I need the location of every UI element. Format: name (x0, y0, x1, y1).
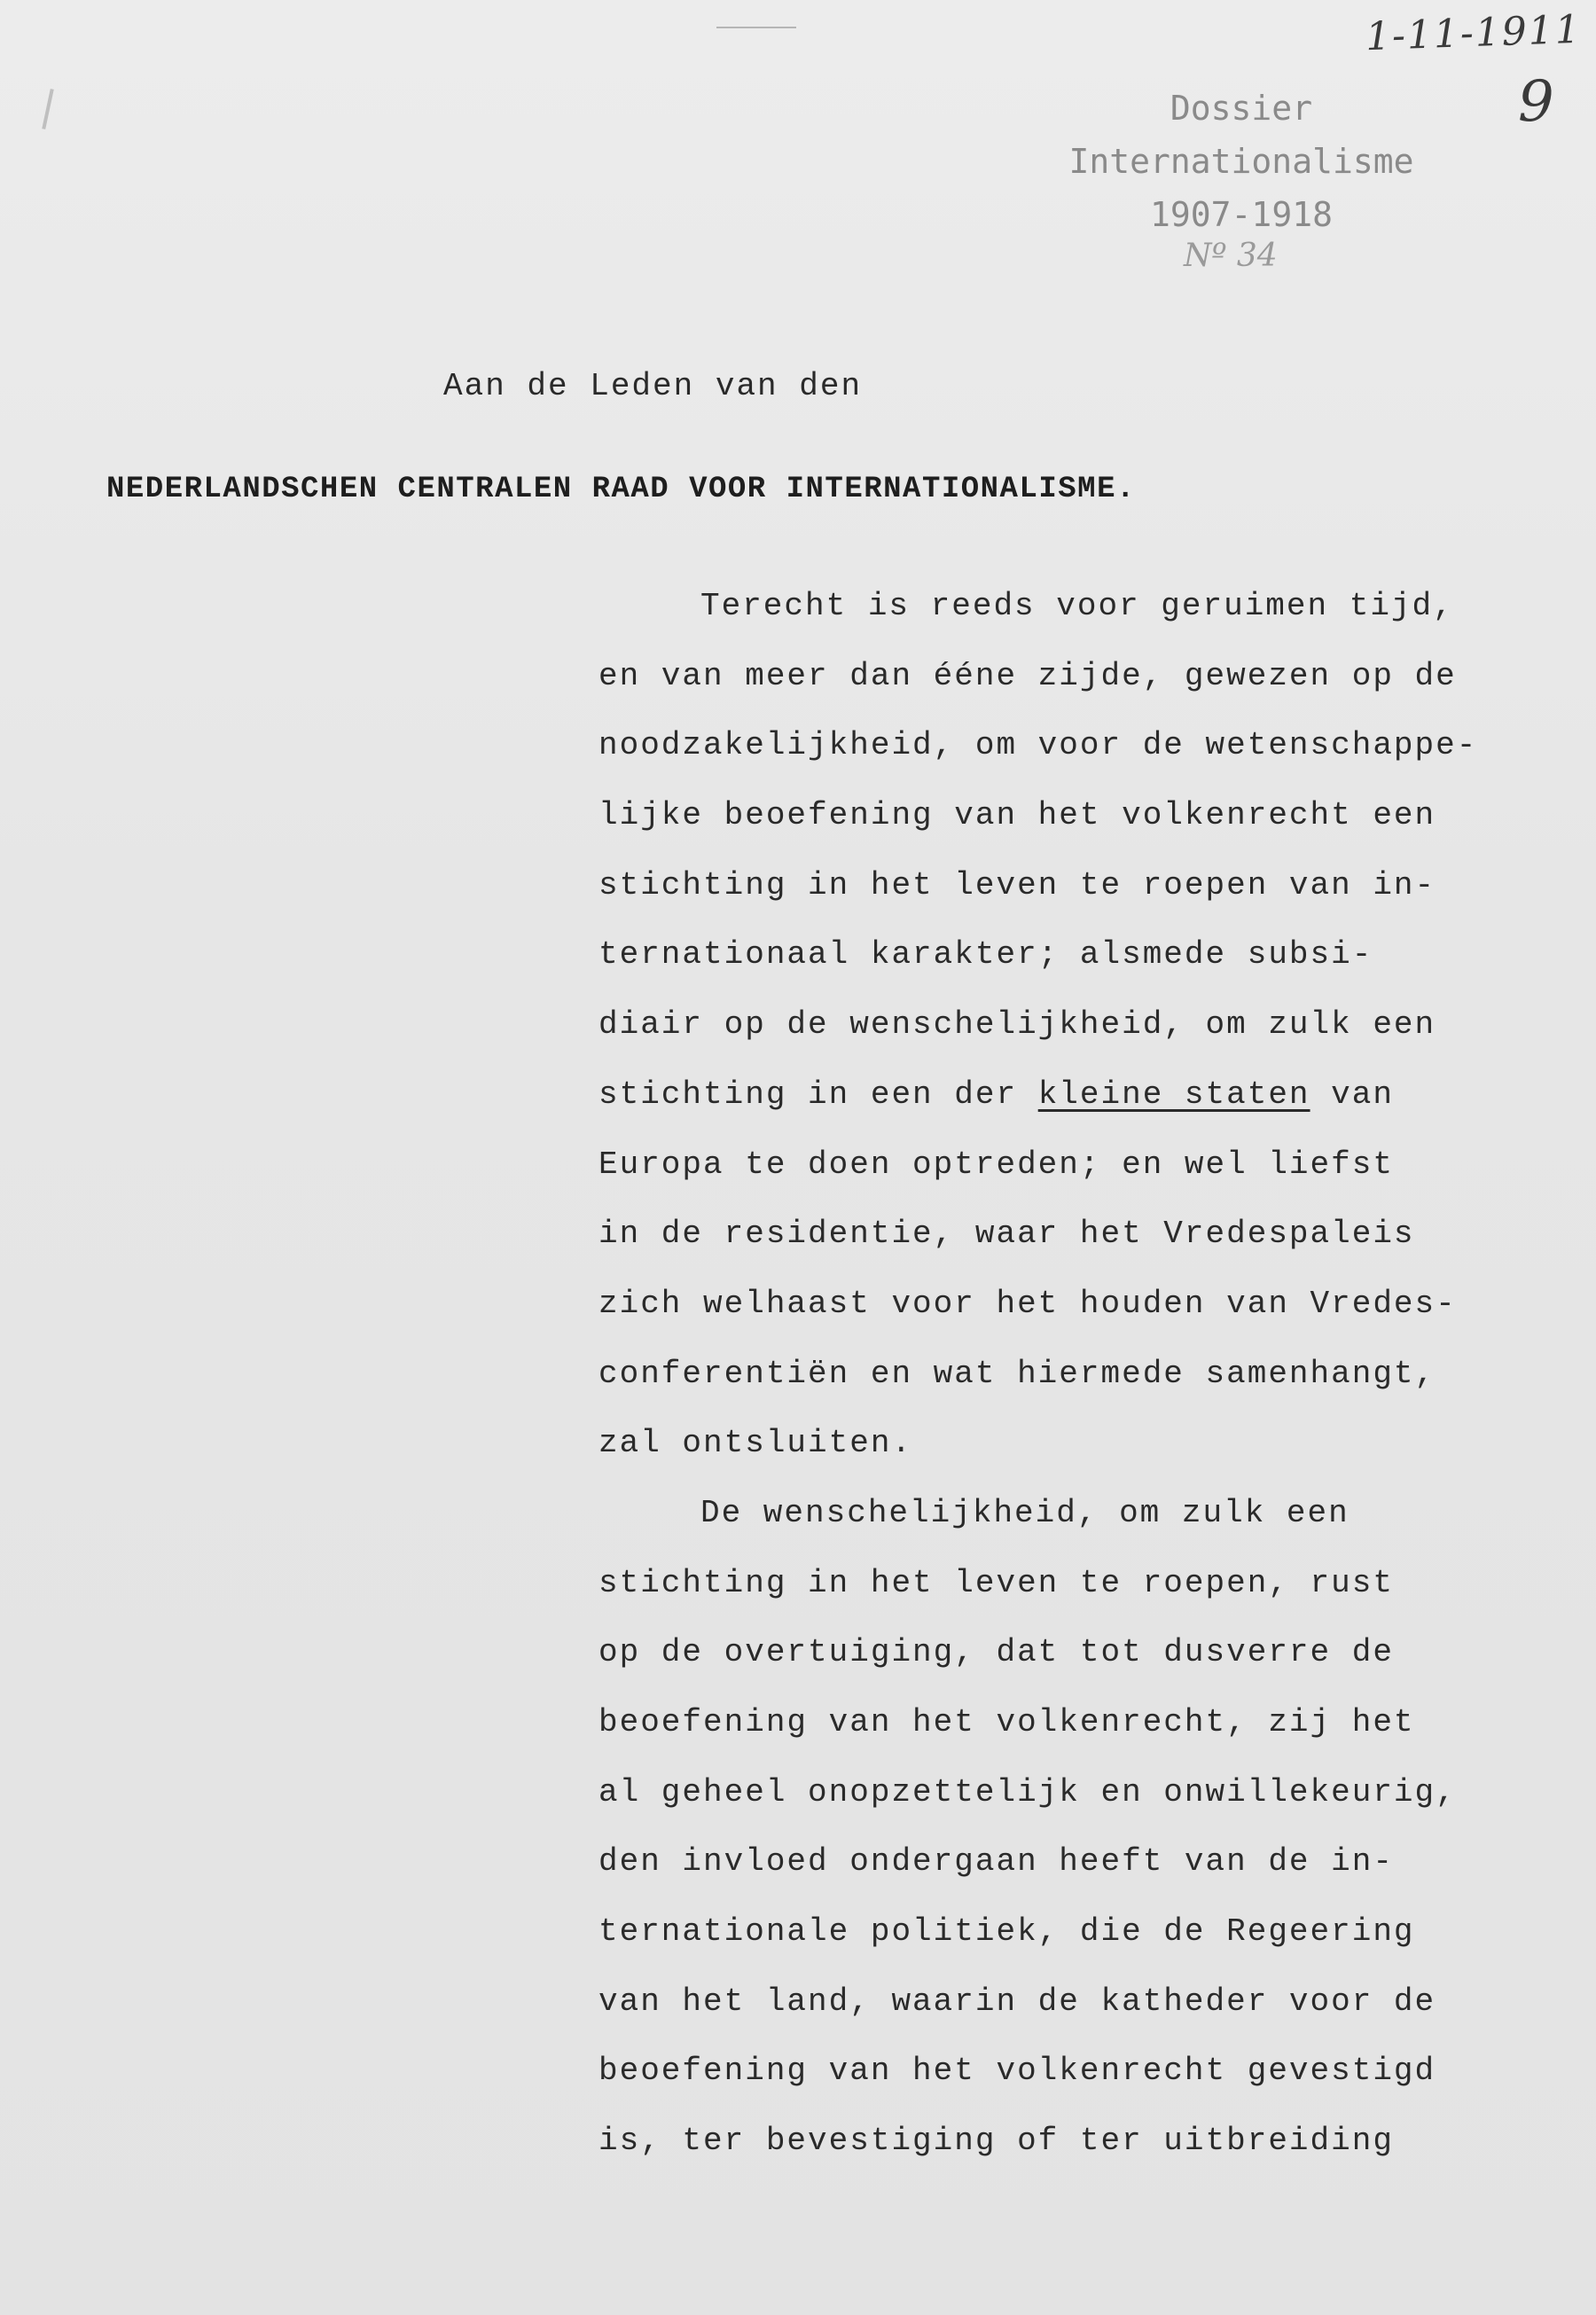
text-line: Terecht is reeds voor geruimen tijd, (700, 588, 1454, 624)
salutation: Aan de Leden van den (443, 368, 863, 404)
stamp-handwritten-number: Nº 34 (1184, 238, 1278, 274)
text-segment: van (1310, 1075, 1394, 1113)
handwritten-page-number: 9 (1518, 69, 1554, 135)
text-line: De wenschelijkheid, om zulk een (700, 1494, 1350, 1531)
addressee-heading: NEDERLANDSCHEN CENTRALEN RAAD VOOR INTERNATIONALISME. (106, 473, 1136, 506)
text-line: den invloed ondergaan heeft van de in- (598, 1843, 1394, 1881)
handwritten-date: 1-11-1911 (1365, 6, 1583, 60)
stamp-years: 1907-1918 (1150, 195, 1333, 234)
stamp-dossier: Dossier (1170, 89, 1313, 128)
stamp-collection: Internationalisme (1068, 142, 1414, 181)
text-line: beoefening van het volkenrecht, zij het (598, 1704, 1415, 1740)
text-line: stichting in het leven te roepen, rust (598, 1564, 1394, 1601)
text-line-with-underline (598, 1060, 1485, 1130)
text-line: al geheel onopzettelijk en onwillekeurig, (598, 1773, 1457, 1811)
text-line: en van meer dan ééne zijde, gewezen op de (598, 657, 1457, 694)
archive-stamp (1011, 82, 1472, 241)
underlined-phrase: kleine staten (1037, 1075, 1310, 1113)
top-dash-mark (716, 27, 796, 28)
text-line: diair op de wenschelijkheid, om zulk een (598, 1006, 1436, 1044)
text-line: op de overtuiging, dat tot dusverre de (598, 1634, 1394, 1671)
text-line: lijke beoefening van het volkenrecht een (598, 797, 1436, 834)
text-line: conferentiën en wat hiermede samenhangt, (598, 1355, 1436, 1392)
text-line: in de residentie, waar het Vredespaleis (598, 1216, 1415, 1253)
text-line: ternationale politiek, die de Regeering (598, 1913, 1415, 1951)
text-segment: stichting in een der (598, 1075, 1038, 1113)
edge-pencil-mark (42, 89, 53, 129)
text-line: is, ter bevestiging of ter uitbreiding (598, 2123, 1394, 2160)
text-line: noodzakelijkheid, om voor de wetenschappe- (598, 727, 1478, 764)
text-line: ternationaal karakter; alsmede subsi- (598, 936, 1373, 974)
text-line: beoefening van het volkenrecht gevestigd (598, 2053, 1436, 2090)
text-line: zal ontsluiten. (598, 1425, 913, 1462)
text-line: van het land, waarin de katheder voor de (598, 1983, 1436, 2020)
text-line: zich welhaast voor het houden van Vredes- (598, 1285, 1457, 1322)
letter-body (598, 572, 1485, 2177)
text-line: stichting in het leven te roepen van in- (598, 866, 1436, 903)
text-line: Europa te doen optreden; en wel liefst (598, 1146, 1394, 1183)
